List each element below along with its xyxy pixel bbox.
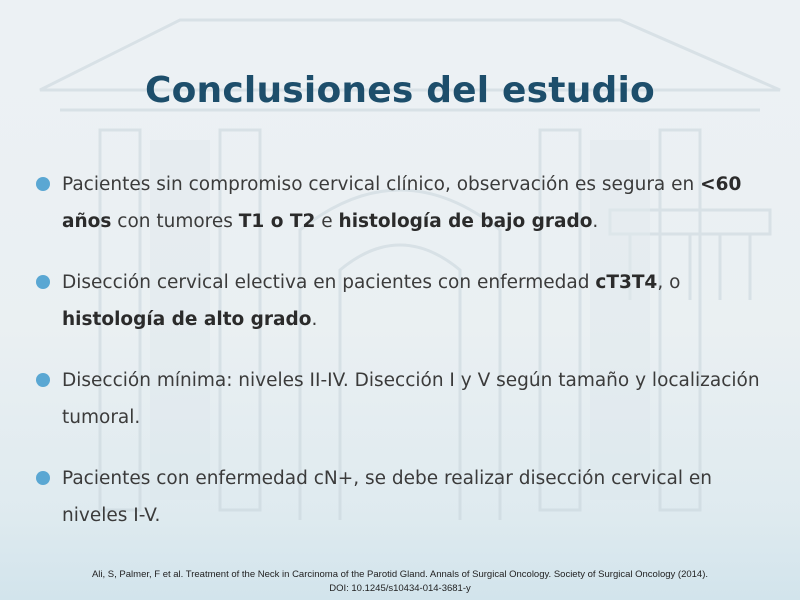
bullet-text-bold: T1 o T2 [238, 211, 316, 232]
bullet-list [36, 166, 776, 558]
citation-doi: DOI: 10.1245/s10434-014-3681-y [329, 583, 471, 594]
bullet-text-part: Disección mínima: niveles II-IV. Disección I y V según tamaño y localización tumoral. [62, 370, 760, 428]
bullet-dot-icon [36, 471, 50, 485]
bullet-text-part: e [315, 211, 339, 232]
bullet-dot-icon [36, 177, 50, 191]
bullet-item [36, 362, 776, 436]
bullet-text-part: , o [657, 272, 681, 293]
bullet-text-bold: histología de bajo grado [338, 211, 593, 232]
bullet-text-part: Pacientes sin compromiso cervical clínico, observación es segura en [62, 174, 701, 195]
bullet-dot-icon [36, 275, 50, 289]
bullet-dot-icon [36, 373, 50, 387]
bullet-item [36, 264, 776, 338]
bullet-text-part: Pacientes con enfermedad cN+, se debe realizar disección cervical en niveles I-V. [62, 468, 712, 526]
slide-title: Conclusiones del estudio [145, 70, 655, 111]
bullet-text-bold: histología de alto grado [62, 309, 312, 330]
citation [0, 568, 800, 596]
bullet-item [36, 166, 776, 240]
bullet-text-bold: <60 años [62, 174, 742, 232]
bullet-text-bold: cT3T4 [595, 272, 658, 293]
bullet-text-part: con tumores [111, 211, 239, 232]
bullet-item [36, 460, 776, 534]
bullet-text-part: Disección cervical electiva en pacientes con enfermedad [62, 272, 596, 293]
bullet-text-part: . [592, 211, 599, 232]
citation-reference: Ali, S, Palmer, F et al. Treatment of the Neck in Carcinoma of the Parotid Gland. Annals of Surgical Oncology. Society of Surgical Oncology (2014). [91, 569, 709, 580]
bullet-text-part: . [311, 309, 318, 330]
